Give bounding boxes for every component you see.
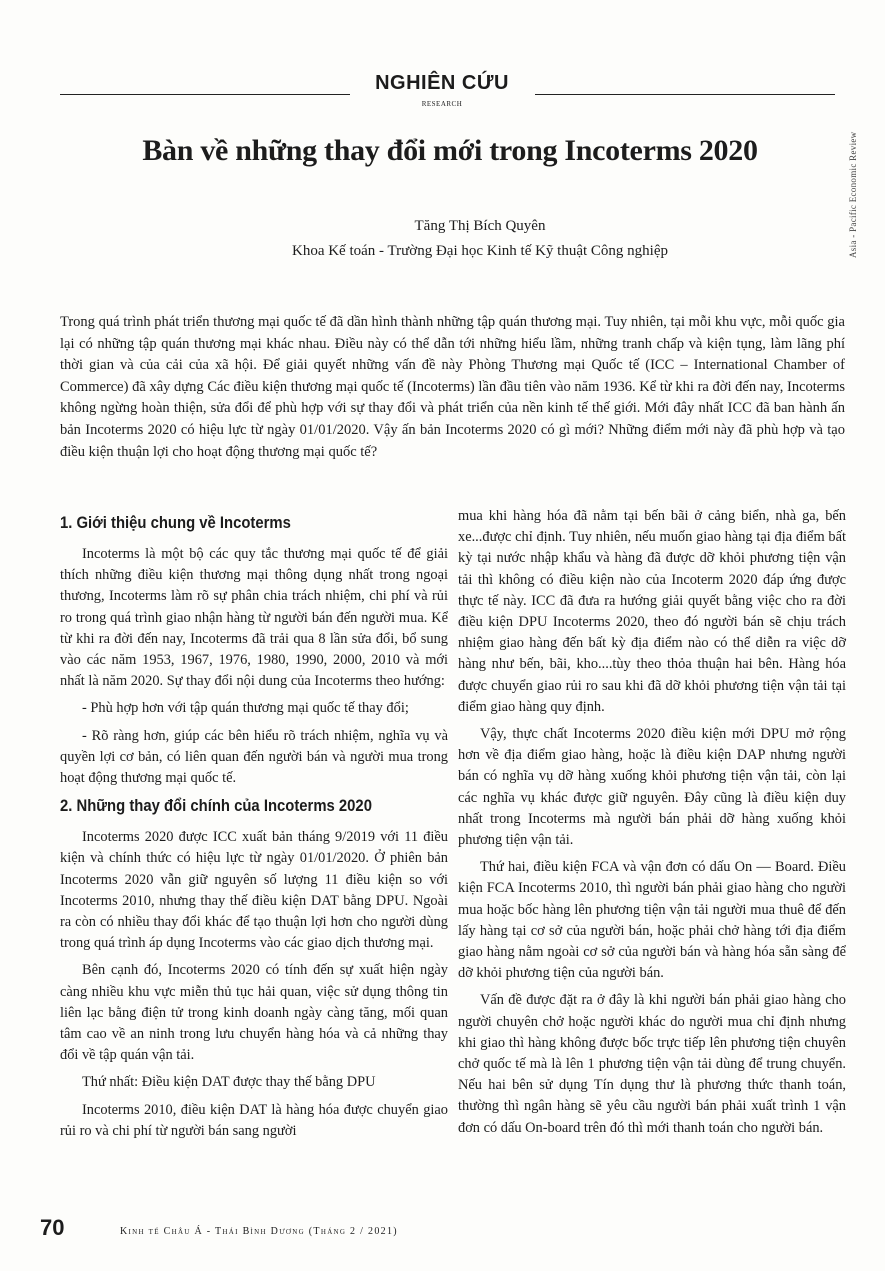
author-affiliation: Khoa Kế toán - Trường Đại học Kinh tế Kỹ thuật Công nghiệp <box>291 243 669 259</box>
section-subtitle: RESEARCH <box>421 100 463 108</box>
paragraph: Thứ nhất: Điều kiện DAT được thay thế bằng DPU <box>82 1074 376 1091</box>
bullet-item: - Rõ ràng hơn, giúp các bên hiểu rõ trách nhiệm, nghĩa vụ và quyền lợi cơ bản, có liên quan đến người bán và người mua trong hoạt động thương mại quốc tế. <box>60 727 448 787</box>
article-author: Tăng Thị Bích Quyên <box>414 218 546 234</box>
page-footer <box>40 1215 845 1245</box>
journal-name: Kinh tế Châu Á - Thái Bình Dương (Tháng 2 / 2021) <box>120 1226 398 1237</box>
paragraph: Vấn đề được đặt ra ở đây là khi người bán phải giao hàng cho người chuyên chở hoặc người khác do người mua chỉ định nhưng khi giao thì hàng không được bốc trực tiếp lên phương tiện chuyên chở quốc tế mà là lên 1 phương tiện vận tải dùng để trung chuyển. Nếu hai bên sử dụng Tín dụng thư là phương thức thanh toán, thường thì ngân hàng sẽ yêu cầu người bán phải xuất trình 1 vận đơn có dấu On-board trên đó thì mới thanh toán cho người bán. <box>458 992 846 1136</box>
section-header <box>0 70 885 110</box>
header-rule-left <box>60 94 350 95</box>
journal-side-label: Asia - Pacific Economic Review <box>848 131 858 258</box>
right-column <box>458 506 846 1145</box>
paragraph: Vậy, thực chất Incoterms 2020 điều kiện mới DPU mở rộng hơn về địa điểm giao hàng, hoặc là điều kiện DAP nhưng người bán có nghĩa vụ dỡ hàng xuống khỏi phương tiện vận tải, còn lại các nghĩa vụ khác được giữ nguyên. Đây cũng là điều kiện duy nhất trong Incoterms mà người bán phải dỡ hàng xuống khỏi phương tiện vận tải. <box>458 726 846 849</box>
bullet-item: - Phù hợp hơn với tập quán thương mại quốc tế thay đổi; <box>82 700 409 717</box>
paragraph: mua khi hàng hóa đã nằm tại bến bãi ở cảng biển, nhà ga, bến xe...được chỉ định. Tuy nhiên, nếu muốn giao hàng tại địa điểm bất kỳ tại nước nhập khẩu và hàng đã được dỡ khỏi phương tiện vận tải thì không có điều kiện nào của Incoterm 2020 đáp ứng được thực tế này. ICC đã đưa ra hướng giải quyết bằng việc cho ra đời điều kiện DPU Incoterms 2020, theo đó người bán sẽ chịu trách nhiệm giao hàng đến bất kỳ địa điểm nào có thể diễn ra việc dỡ hàng như bến, bãi, kho....tùy theo thỏa thuận hai bên. Hàng hóa được chuyển giao rủi ro sau khi đã dỡ khỏi phương tiện vận tải tại điểm giao hàng quy định. <box>458 508 846 715</box>
page-number: 70 <box>40 1215 65 1240</box>
paragraph: Bên cạnh đó, Incoterms 2020 có tính đến sự xuất hiện ngày càng nhiều khu vực miễn thủ tục hải quan, việc sử dụng thông tin liên lạc bằng điện tử trong kinh doanh ngày càng tăng, mối quan tâm cao về an ninh trong lưu chuyển hàng hóa và cả những thay đổi về tập quán vận tải. <box>60 962 448 1064</box>
article-abstract: Trong quá trình phát triển thương mại quốc tế đã dần hình thành những tập quán thương mại. Tuy nhiên, tại mỗi khu vực, mỗi quốc gia lại có những tập quán thương mại khác nhau. Điều này có thể dẫn tới những hiểu lầm, những tranh chấp và kiện tụng, làm lãng phí thời gian và của cải của xã hội. Để giải quyết những vấn đề này Phòng Thương mại Quốc tế (ICC – International Chamber of Commerce) đã xây dựng Các điều kiện thương mại quốc tế (Incoterms) lần đầu tiên vào năm 1936. Kể từ khi ra đời đến nay, Incoterms không ngừng hoàn thiện, sửa đổi để phù hợp với sự thay đổi và phát triển của nền kinh tế thế giới. Mới đây nhất ICC đã ban hành ấn bản Incoterms 2020 có hiệu lực từ ngày 01/01/2020. Vậy ấn bản Incoterms 2020 có gì mới? Những điểm mới này đã phù hợp và tạo điều kiện thuận lợi cho hoạt động thương mại quốc tế? <box>60 314 845 460</box>
section-title: NGHIÊN CỨU <box>375 72 509 94</box>
heading-main-changes: 2. Những thay đổi chính của Incoterms 2020 <box>60 797 372 816</box>
heading-introduction: 1. Giới thiệu chung về Incoterms <box>60 514 291 532</box>
paragraph: Incoterms là một bộ các quy tắc thương mại quốc tế để giải thích những điều kiện thương mại thông dụng nhất trong ngoại thương, Incoterms làm rõ sự phân chia trách nhiệm, chi phí và rủi ro trong quá trình giao nhận hàng từ người bán đến người mua. Kể từ khi ra đời đến nay, Incoterms đã trải qua 8 lần sửa đổi, bổ sung vào các năm 1953, 1967, 1976, 1980, 1990, 2000, 2010 và mới nhất là năm 2020. Sự thay đổi nội dung của Incoterms theo hướng: <box>60 546 448 690</box>
left-column <box>60 506 448 1148</box>
paragraph: Thứ hai, điều kiện FCA và vận đơn có dấu On — Board. Điều kiện FCA Incoterms 2010, thì người bán phải giao hàng cho người mua hoặc bốc hàng lên phương tiện vận tải người mua thuê để đến lấy hàng tại cơ sở của người bán, hoặc phải chở hàng tới địa điểm giao hàng nằm ngoài cơ sở của người bán và hàng hóa sẵn sàng để dỡ khỏi phương tiện của người bán. <box>458 859 846 982</box>
article-title: Bàn về những thay đổi mới trong Incoterms 2020 <box>142 134 758 168</box>
paragraph: Incoterms 2020 được ICC xuất bản tháng 9/2019 với 11 điều kiện và chính thức có hiệu lực từ ngày 01/01/2020. Ở phiên bản Incoterms 2020 vẫn giữ nguyên số lượng 11 điều kiện so với Incoterms 2010, nhưng thay thế điều kiện DAT bằng DPU. Ngoài ra còn có nhiều thay đổi khác để tạo thuận lợi hơn cho người dùng trong quá trình áp dụng Incoterms vào các giao dịch thương mại. <box>60 829 448 952</box>
header-rule-right <box>535 94 835 95</box>
paragraph: Incoterms 2010, điều kiện DAT là hàng hóa được chuyển giao rủi ro và chi phí từ người bán sang người <box>60 1101 448 1139</box>
